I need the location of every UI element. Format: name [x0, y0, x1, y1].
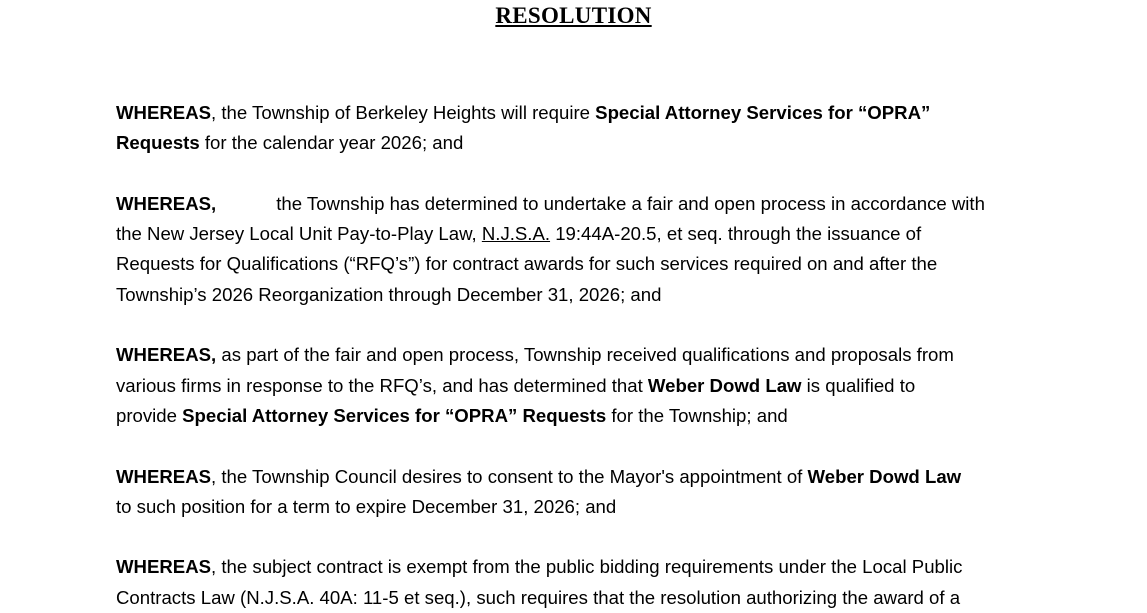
bold-text: Weber Dowd Law — [647, 374, 802, 396]
resolution-body — [116, 98, 1147, 613]
text-segment: for the Township; and — [606, 404, 788, 426]
text-line — [116, 189, 1147, 219]
text-segment: to such position for a term to expire December 31, 2026; and — [116, 495, 617, 517]
text-segment: , the Township of Berkeley Heights will require — [211, 102, 596, 123]
paragraph-gap — [116, 159, 1147, 189]
paragraph-gap — [116, 310, 1147, 340]
text-line — [116, 552, 1147, 582]
text-line — [116, 583, 1147, 613]
text-segment: , the subject contract is exempt from the public bidding requirements under the Local Public — [211, 556, 963, 578]
bold-text: WHEREAS, — [116, 192, 217, 214]
text-line — [116, 340, 1147, 370]
bold-text: WHEREAS — [116, 465, 212, 487]
text-segment: various firms in response to the RFQ’s, and has determined that — [116, 374, 648, 396]
underlined-citation: N.J.S.A. — [481, 223, 551, 245]
text-line — [116, 371, 1147, 401]
text-segment: , the Township Council desires to consent to the Mayor's appointment of — [211, 465, 808, 487]
text-line — [116, 492, 1147, 522]
text-line — [116, 462, 1147, 492]
paragraph-gap — [116, 431, 1147, 461]
bold-text: Requests — [116, 132, 200, 154]
bold-text: Special Attorney Services for “OPRA” — [595, 102, 931, 123]
text-segment: Contracts Law (N.J.S.A. 40A: 11-5 et seq.), such requires that the resolution authorizing the award of a — [116, 586, 961, 608]
text-line — [116, 219, 1147, 249]
text-line — [116, 128, 1147, 158]
document-title: RESOLUTION — [495, 3, 652, 28]
text-line — [116, 401, 1147, 431]
text-segment: for the calendar year 2026; and — [199, 132, 464, 154]
whereas-paragraph — [116, 462, 1147, 523]
whereas-paragraph — [116, 340, 1147, 431]
bold-text: WHEREAS, — [116, 344, 217, 366]
text-segment: is qualified to — [801, 374, 916, 396]
text-segment: Requests for Qualifications (“RFQ’s”) for contract awards for such services required on and after the — [116, 253, 938, 275]
text-line — [116, 280, 1147, 310]
text-segment: provide — [116, 404, 183, 426]
bold-text: Weber Dowd Law — [807, 465, 962, 487]
bold-text: WHEREAS — [116, 102, 212, 123]
text-line — [116, 98, 1147, 128]
whereas-paragraph — [116, 189, 1147, 310]
bold-text: WHEREAS — [116, 556, 212, 578]
text-line — [116, 249, 1147, 279]
text-segment: Township’s 2026 Reorganization through December 31, 2026; and — [116, 283, 662, 305]
whereas-paragraph — [116, 552, 1147, 613]
text-segment: the Township has determined to undertake a fair and open process in accordance with — [276, 192, 985, 214]
text-segment: the New Jersey Local Unit Pay-to-Play Law, — [116, 223, 482, 245]
whereas-paragraph — [116, 98, 1147, 159]
paragraph-gap — [116, 522, 1147, 552]
bold-text: Special Attorney Services for “OPRA” Requests — [182, 404, 607, 426]
text-segment: as part of the fair and open process, Township received qualifications and proposals from — [216, 344, 954, 366]
text-segment: 19:44A-20.5, et seq. through the issuance of — [550, 223, 922, 245]
